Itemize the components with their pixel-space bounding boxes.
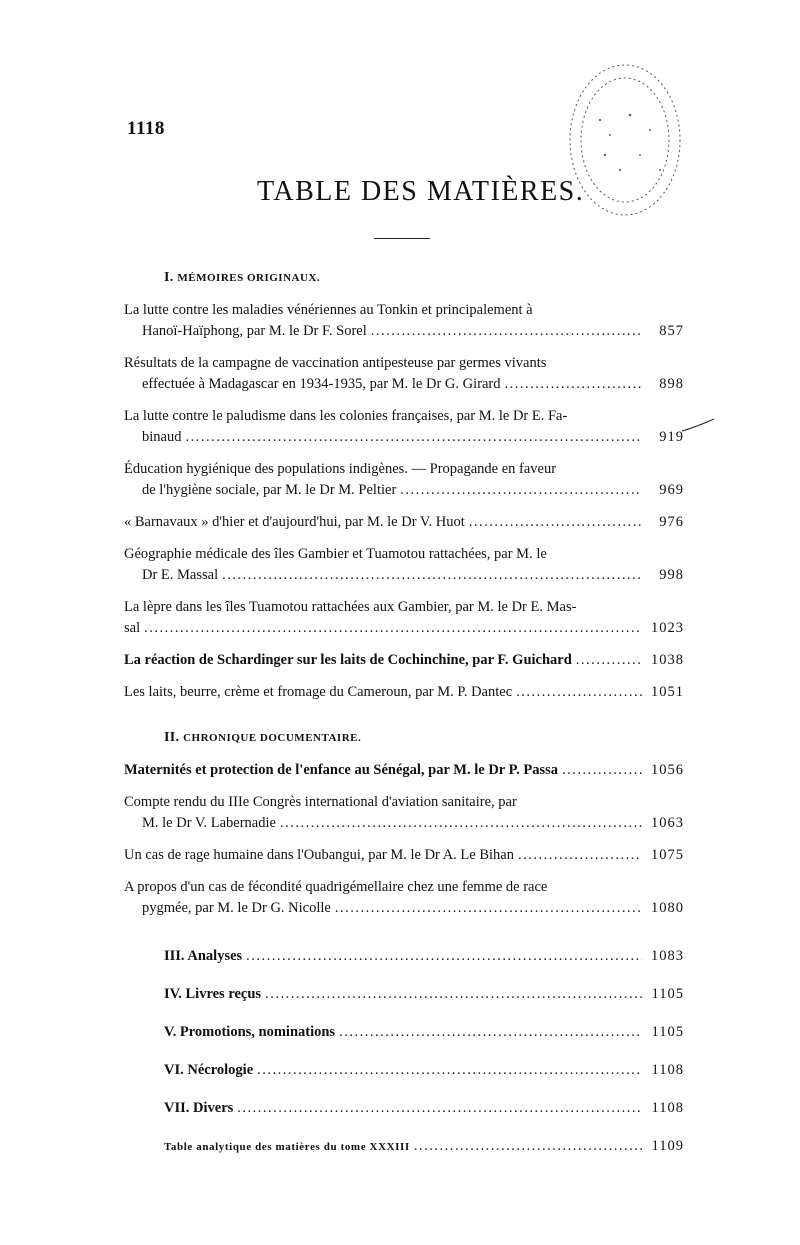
sub-entry-label: IV. Livres reçus (164, 986, 262, 1002)
leader-dots (518, 845, 642, 866)
toc-entry[interactable] (124, 792, 684, 834)
leader-dots (400, 480, 642, 501)
sub-entry-page-number: 1105 (651, 1024, 684, 1040)
toc-entry[interactable] (124, 512, 684, 533)
toc-sub-entry[interactable] (164, 984, 684, 1005)
title-divider (374, 238, 430, 239)
toc-entry[interactable] (124, 597, 684, 639)
sub-entry-label: V. Promotions, nominations (164, 1024, 336, 1040)
entry-first-line: La lutte contre le paludisme dans les colonies françaises, par M. le Dr E. Fa- (124, 408, 568, 424)
entry-page-number: 1051 (651, 684, 684, 700)
sub-entry-page-number: 1108 (651, 1100, 684, 1116)
entry-last-line (124, 760, 684, 781)
entry-text: La réaction de Schardinger sur les laits de Cochinchine, par F. Guichard (124, 652, 572, 668)
leader-dots (562, 760, 642, 781)
toc-sub-entry[interactable] (164, 1022, 684, 1043)
library-stamp-icon (530, 60, 690, 240)
entry-page-number: 1056 (651, 762, 684, 778)
entry-page-number: 998 (659, 567, 684, 583)
leader-dots (339, 1022, 642, 1043)
entry-page-number: 919 (659, 429, 684, 445)
leader-dots (144, 618, 642, 639)
entry-text: Un cas de rage humaine dans l'Oubangui, par M. le Dr A. Le Bihan (124, 847, 514, 863)
toc-entry[interactable] (124, 682, 684, 703)
entry-page-number: 898 (659, 376, 684, 392)
section-title: MÉMOIRES ORIGINAUX. (177, 272, 321, 284)
leader-dots (576, 650, 642, 671)
leader-dots (371, 321, 642, 342)
leader-dots (504, 374, 642, 395)
table-of-contents (124, 270, 684, 1175)
sub-entry-page-number: 1105 (651, 986, 684, 1002)
entry-first-line: Éducation hygiénique des populations indigènes. — Propagande en faveur (124, 461, 557, 477)
sub-entry-page-number: 1108 (651, 1062, 684, 1078)
entry-page-number: 1075 (651, 847, 684, 863)
entry-text: sal (124, 620, 141, 636)
leader-dots (335, 898, 642, 919)
sub-entry-label: Table analytique des matières du tome XXXIII (164, 1141, 410, 1153)
entry-last-line (124, 682, 684, 703)
entry-text: M. le Dr V. Labernadie (142, 815, 276, 831)
toc-entry[interactable] (124, 845, 684, 866)
toc-entry[interactable] (124, 459, 684, 501)
entry-page-number: 1080 (651, 900, 684, 916)
entry-last-line (124, 321, 684, 342)
toc-entry[interactable] (124, 300, 684, 342)
entry-first-line: La lèpre dans les îles Tuamotou rattachées aux Gambier, par M. le Dr E. Mas- (124, 599, 577, 615)
entry-last-line (124, 565, 684, 586)
leader-dots (516, 682, 642, 703)
entry-text: Maternités et protection de l'enfance au Sénégal, par M. le Dr P. Passa (124, 762, 559, 778)
sub-entry-label: III. Analyses (164, 948, 243, 964)
leader-dots (246, 946, 642, 967)
toc-entry[interactable] (124, 877, 684, 919)
page-number: 1118 (127, 118, 165, 139)
entry-last-line (124, 374, 684, 395)
entry-last-line (124, 650, 684, 671)
entry-page-number: 1023 (651, 620, 684, 636)
entry-text: binaud (142, 429, 182, 445)
toc-entry[interactable] (124, 544, 684, 586)
entry-page-number: 857 (659, 323, 684, 339)
toc-sub-entry[interactable] (164, 1060, 684, 1081)
leader-dots (185, 427, 642, 448)
page-title: TABLE DES MATIÈRES. (257, 176, 585, 207)
entry-last-line (124, 512, 684, 533)
leader-dots (414, 1136, 642, 1157)
entry-text: pygmée, par M. le Dr G. Nicolle (142, 900, 331, 916)
entry-last-line (124, 813, 684, 834)
leader-dots (237, 1098, 642, 1119)
section-number: I. (164, 270, 174, 285)
entry-page-number: 969 (659, 482, 684, 498)
margin-annotation-mark (680, 415, 716, 435)
entry-text: Hanoï-Haïphong, par M. le Dr F. Sorel (142, 323, 367, 339)
leader-dots (265, 984, 642, 1005)
entry-last-line (124, 845, 684, 866)
entry-text: effectuée à Madagascar en 1934-1935, par M. le Dr G. Girard (142, 376, 501, 392)
entry-last-line (124, 898, 684, 919)
leader-dots (222, 565, 642, 586)
toc-entry[interactable] (124, 650, 684, 671)
toc-entry[interactable] (124, 353, 684, 395)
leader-dots (469, 512, 642, 533)
entry-first-line: Compte rendu du IIIe Congrès international d'aviation sanitaire, par (124, 794, 517, 810)
entry-text: de l'hygiène sociale, par M. le Dr M. Peltier (142, 482, 397, 498)
toc-sub-entry[interactable] (164, 1098, 684, 1119)
entry-first-line: La lutte contre les maladies vénériennes au Tonkin et principalement à (124, 302, 533, 318)
entry-text: Les laits, beurre, crème et fromage du Cameroun, par M. P. Dantec (124, 684, 513, 700)
entry-first-line: A propos d'un cas de fécondité quadrigémellaire chez une femme de race (124, 879, 548, 895)
entry-page-number: 1063 (651, 815, 684, 831)
entry-page-number: 1038 (651, 652, 684, 668)
section-spacer (124, 930, 684, 946)
section-title: CHRONIQUE DOCUMENTAIRE. (183, 732, 362, 744)
section-heading (164, 270, 684, 286)
entry-last-line (124, 427, 684, 448)
entry-page-number: 976 (659, 514, 684, 530)
toc-entry[interactable] (124, 760, 684, 781)
sub-entry-page-number: 1109 (651, 1138, 684, 1154)
entry-first-line: Résultats de la campagne de vaccination antipesteuse par germes vivants (124, 355, 547, 371)
entry-last-line (124, 618, 684, 639)
toc-sub-entry[interactable] (164, 1136, 684, 1158)
entry-last-line (124, 480, 684, 501)
section-heading (164, 730, 684, 746)
leader-dots (280, 813, 642, 834)
entry-first-line: Géographie médicale des îles Gambier et Tuamotou rattachées, par M. le (124, 546, 547, 562)
toc-sub-entry[interactable] (164, 946, 684, 967)
entry-text: « Barnavaux » d'hier et d'aujourd'hui, par M. le Dr V. Huot (124, 514, 465, 530)
leader-dots (257, 1060, 642, 1081)
sub-entry-label: VII. Divers (164, 1100, 234, 1116)
section-spacer (124, 714, 684, 730)
section-number: II. (164, 730, 180, 745)
entry-text: Dr E. Massal (142, 567, 219, 583)
sub-entry-label: VI. Nécrologie (164, 1062, 254, 1078)
toc-entry[interactable] (124, 406, 684, 448)
sub-entry-page-number: 1083 (651, 948, 684, 964)
